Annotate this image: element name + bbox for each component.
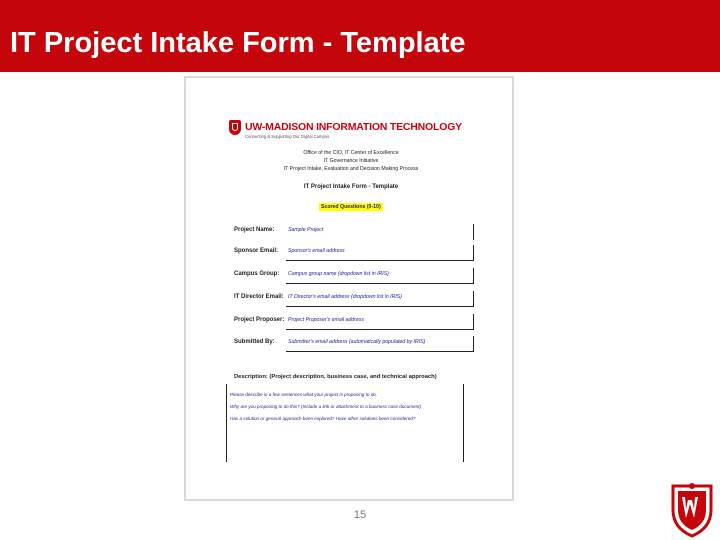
description-line: Please describe in a few sentences what your project is proposing to do.: [230, 392, 378, 397]
description-line: Why are you proposing to do this? (Include a link or attachment to a business case document): [230, 404, 421, 409]
slide-title: IT Project Intake Form - Template: [10, 27, 466, 59]
field-border: [473, 224, 474, 240]
section-title: Scored Questions (0-10): [321, 204, 381, 210]
field-underline: [286, 306, 474, 307]
field-border: [473, 291, 474, 307]
field-underline: [286, 329, 474, 330]
field-label: Project Name:: [234, 227, 275, 233]
description-line: Has a solution or general approach been explored? Have other solutions been considered?: [230, 416, 416, 421]
field-label: Campus Group:: [234, 271, 280, 277]
uw-crest-logo-icon: [229, 120, 241, 135]
header-line: IT Project Intake, Evaluation and Decision Making Process: [283, 166, 419, 172]
org-tagline: Connecting & Supporting Our Digital Campus: [245, 134, 330, 139]
field-border: [473, 245, 474, 261]
field-underline: [286, 283, 474, 284]
field-value: IT Director's email address (dropdown list in IRIS): [288, 294, 402, 300]
field-value: Project Proposer's email address: [288, 317, 364, 323]
field-label: Submitted By:: [234, 339, 275, 345]
slide-title-bar: [0, 0, 720, 72]
field-value: Sample Project: [288, 227, 324, 233]
description-box: [226, 384, 464, 462]
field-border: [473, 314, 474, 330]
field-campus-group: [226, 268, 476, 284]
field-value: Campus group name (dropdown list in IRIS): [288, 271, 389, 277]
description-label: Description: (Project description, business case, and technical approach): [234, 374, 437, 380]
field-label: Project Proposer:: [234, 317, 285, 323]
page-number: 15: [353, 509, 367, 521]
field-value: Submitter's email address (automatically populated by IRIS): [288, 339, 426, 345]
field-submitted-by: [226, 336, 476, 352]
field-project-name: [226, 224, 476, 240]
field-label: IT Director Email:: [234, 294, 284, 300]
field-underline: [286, 260, 474, 261]
field-underline: [286, 351, 474, 352]
document-page: [226, 112, 476, 462]
field-label: Sponsor Email:: [234, 248, 279, 254]
field-it-director-email: [226, 291, 476, 307]
field-border: [473, 268, 474, 284]
form-title: IT Project Intake Form - Template: [303, 184, 399, 190]
org-name: UW-MADISON INFORMATION TECHNOLOGY: [245, 121, 462, 133]
header-line: Office of the CIO, IT Center of Excellence: [303, 150, 399, 156]
field-value: Sponsor's email address: [288, 248, 345, 254]
field-project-proposer: [226, 314, 476, 330]
header-line: IT Governance Initiative: [323, 158, 379, 164]
field-sponsor-email: [226, 245, 476, 261]
field-border: [473, 336, 474, 352]
uw-crest-icon: [669, 480, 715, 538]
